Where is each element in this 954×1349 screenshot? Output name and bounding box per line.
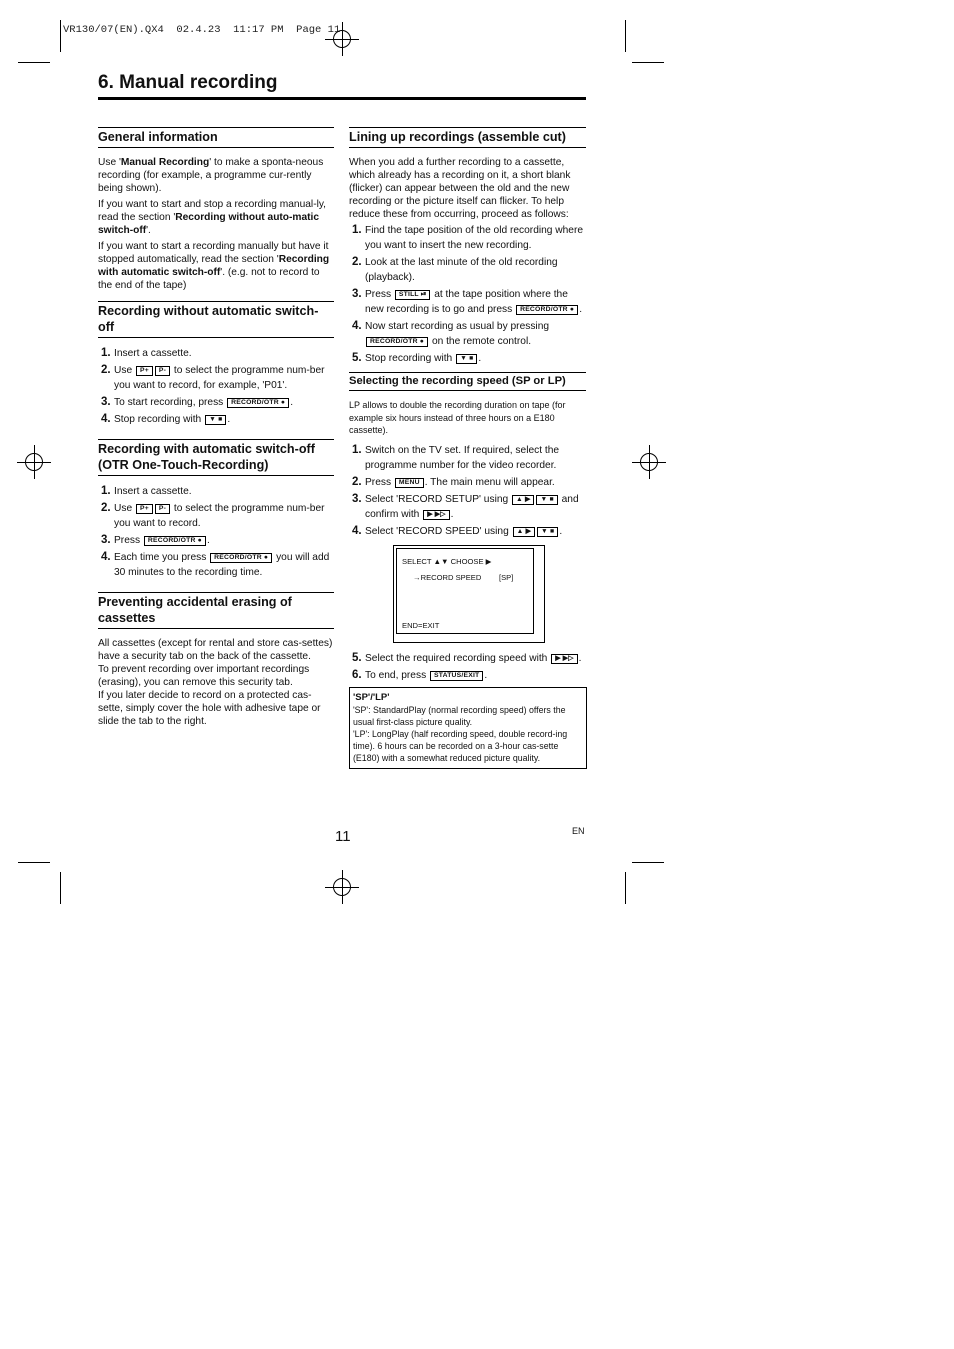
up-right-key-icon: ▲ ▶ (512, 495, 534, 505)
language-code: EN (572, 826, 585, 836)
record-otr-key-icon: RECORD/OTR ● (516, 305, 578, 315)
page-number: 11 (335, 828, 351, 845)
steps-recording-speed-a (349, 443, 586, 539)
record-otr-key-icon: RECORD/OTR ● (144, 536, 206, 546)
registration-mark-bottom (325, 870, 359, 904)
list-item: 2. Look at the last minute of the old recording (playback). (352, 256, 558, 283)
section-heading-general: General information (98, 127, 334, 148)
speed-intro: LP allows to double the recording duration on tape (for example six hours instead of three hours on a E180 cassette). (349, 400, 566, 435)
general-paragraph-3: If you want to start a recording manually but have it stopped automatically, read the section 'Recording with automatic switch-off'. (e.g. not to record to the end of the tape) (98, 241, 330, 291)
up-right-key-icon: ▲ ▶ (513, 527, 535, 537)
crop-mark (18, 62, 50, 63)
registration-mark-left (17, 445, 51, 479)
osd-select-line: SELECT ▲▼ CHOOSE ▶ (402, 556, 492, 566)
list-item: 2. Press MENU . The main menu will appear. (352, 475, 555, 488)
still-key-icon: STILL ⏯ (395, 290, 430, 300)
note-sp: 'SP': StandardPlay (normal recording speed) offers the usual first-class picture quality. (353, 704, 566, 727)
general-paragraph-1: Use 'Manual Recording' to make a sponta-neous recording (for example, a programme cur-rently being shown). (98, 157, 324, 194)
list-item: 3. Press STILL ⏯ at the tape position where the new recording is to go and press RECORD/OTR ● . (352, 288, 583, 315)
crop-mark (632, 862, 664, 863)
page-title: 6. Manual recording (98, 72, 278, 93)
play-ff-key-icon: ▶ ▶▷ (551, 654, 577, 664)
registration-mark-right (632, 445, 666, 479)
record-otr-key-icon: RECORD/OTR ● (227, 398, 289, 408)
section-heading-prevent-erasing: Preventing accidental erasing of cassettes (98, 592, 334, 629)
record-otr-key-icon: RECORD/OTR ● (366, 337, 428, 347)
list-item: 4. Stop recording with ▼ ■ . (101, 413, 231, 425)
general-paragraph-2: If you want to start and stop a recording manual-ly, read the section 'Recording without auto-matic switch-off'. (98, 199, 327, 236)
stop-key-icon: ▼ ■ (205, 415, 226, 425)
p-plus-key-icon: P+ (136, 366, 153, 376)
record-otr-key-icon: RECORD/OTR ● (210, 553, 272, 563)
osd-record-speed: →RECORD SPEED (413, 572, 482, 582)
status-exit-key-icon: STATUS/EXIT (430, 671, 483, 681)
title-rule (98, 97, 586, 100)
crop-mark (625, 20, 626, 52)
section-heading-with-switchoff: Recording with automatic switch-off (OTR One-Touch-Recording) (98, 439, 334, 476)
p-minus-key-icon: P- (155, 366, 170, 376)
note-title: 'SP'/'LP' (353, 691, 390, 703)
p-plus-key-icon: P+ (136, 504, 153, 514)
prevent-paragraph-3: If you later decide to record on a protected cas-sette, simply cover the hole with adhesive tape or slide the tab to the right. (98, 690, 321, 727)
osd-end-exit: END=EXIT (402, 620, 440, 630)
list-item: 4. Each time you press RECORD/OTR ● you will add 30 minutes to the recording time. (101, 551, 330, 578)
osd-record-speed-value: [SP] (499, 572, 514, 582)
steps-assemble-cut (349, 223, 586, 366)
steps-without-switchoff (98, 346, 334, 427)
registration-mark-top (325, 22, 359, 56)
list-item: 3. To start recording, press RECORD/OTR ● . (101, 396, 294, 408)
list-item: 1. Find the tape position of the old recording where you want to insert the new recording. (352, 224, 584, 251)
crop-mark (60, 872, 61, 904)
prevent-paragraph-1: All cassettes (except for rental and store cas-settes) have a security tab on the back of the cassette. (98, 638, 333, 662)
assemble-intro: When you add a further recording to a cassette, which already has a recording on it, a short blank (flicker) can appear between the old and the new recording or the picture itself can flicker. To help reduce these from occurring, proceed as follows: (349, 157, 571, 220)
crop-mark (60, 20, 61, 52)
sp-lp-note-box (349, 687, 587, 769)
right-column (349, 127, 586, 769)
list-item: 1. Switch on the TV set. If required, select the programme number for the video recorder. (352, 443, 560, 471)
crop-mark (632, 62, 664, 63)
section-heading-recording-speed: Selecting the recording speed (SP or LP) (349, 372, 586, 391)
play-ff-key-icon: ▶ ▶▷ (423, 510, 449, 520)
list-item: 4. Select 'RECORD SPEED' using ▲ ▶ ▼ ■ . (352, 524, 563, 537)
list-item: 2. Use P+ P- to select the programme num-ber you want to record, for example, 'P01'. (101, 364, 325, 391)
steps-recording-speed-b (349, 651, 586, 683)
list-item: 6. To end, press STATUS/EXIT . (352, 668, 488, 681)
menu-key-icon: MENU (395, 478, 424, 488)
list-item: 3. Select 'RECORD SETUP' using ▲ ▶ ▼ ■ and confirm with ▶ ▶▷ . (352, 492, 579, 520)
steps-with-switchoff (98, 484, 334, 580)
print-slug: VR130/07(EN).QX4 02.4.23 11:17 PM Page 11 (63, 24, 341, 36)
list-item: 2. Use P+ P- to select the programme num-ber you want to record. (101, 502, 325, 529)
section-heading-without-switchoff: Recording without automatic switch-off (98, 301, 334, 338)
stop-key-icon: ▼ ■ (456, 354, 477, 364)
stop-key-icon: ▼ ■ (537, 527, 558, 537)
stop-key-icon: ▼ ■ (536, 495, 557, 505)
p-minus-key-icon: P- (155, 504, 170, 514)
crop-mark (625, 872, 626, 904)
list-item: 1. Insert a cassette. (101, 485, 192, 497)
left-column (98, 127, 334, 728)
section-heading-assemble-cut: Lining up recordings (assemble cut) (349, 127, 586, 148)
crop-mark (18, 862, 50, 863)
note-lp: 'LP': LongPlay (half recording speed, double record-ing time). 6 hours can be recorded on a 3-hour cas-sette (E180) with a somewhat reduced picture quality. (353, 728, 568, 763)
list-item: 5. Stop recording with ▼ ■ . (352, 352, 482, 364)
list-item: 5. Select the required recording speed with ▶ ▶▷ . (352, 651, 582, 664)
list-item: 1. Insert a cassette. (101, 347, 192, 359)
list-item: 4. Now start recording as usual by pressing RECORD/OTR ● on the remote control. (352, 320, 550, 347)
prevent-paragraph-2: To prevent recording over important recordings (erasing), you can remove this security tab. (98, 664, 310, 688)
list-item: 3. Press RECORD/OTR ● . (101, 534, 210, 546)
osd-screen (393, 545, 545, 643)
